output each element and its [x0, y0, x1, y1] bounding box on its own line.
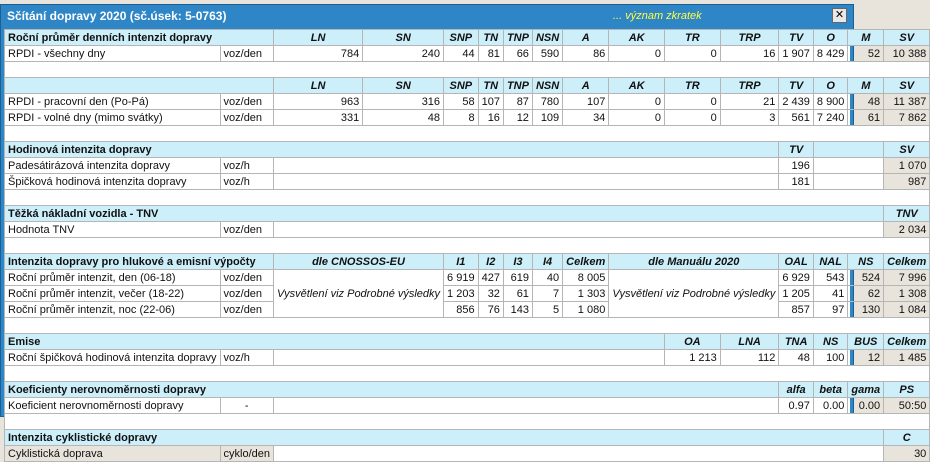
value-cell: 7 240: [813, 110, 848, 126]
row-unit: voz/den: [220, 46, 273, 62]
s8-header-c: C: [884, 430, 930, 446]
s2-header-cell: TRP: [720, 78, 779, 94]
value-cell: 1 080: [563, 302, 609, 318]
traffic-count-popup: [0, 4, 927, 460]
value-cell: 41: [813, 286, 848, 302]
row-unit: voz/den: [220, 286, 273, 302]
value-cell: 0.97: [779, 398, 814, 414]
separator: [5, 62, 930, 78]
value-cell: 100: [813, 350, 848, 366]
s1-header-cell: TRP: [720, 30, 779, 46]
table-row: [5, 398, 930, 414]
value-cell: 62: [848, 286, 884, 302]
s1-header-cell: SNP: [444, 30, 479, 46]
s3-header-tv: TV: [779, 142, 814, 158]
separator: [5, 238, 930, 254]
row-unit: voz/den: [220, 110, 273, 126]
s6-header-cell: Celkem: [884, 334, 930, 350]
s1-header-cell: LN: [274, 30, 363, 46]
s5-title: Intenzita dopravy pro hlukové a emisní výpočty: [5, 254, 274, 270]
s2-header-cell: A: [563, 78, 609, 94]
value-cell: 8 429: [813, 46, 848, 62]
s8-title: Intenzita cyklistické dopravy: [5, 430, 884, 446]
value-cell: 0: [609, 46, 665, 62]
value-cell: 30: [884, 446, 930, 462]
s5-method-manual: dle Manuálu 2020: [609, 254, 779, 270]
value-cell: 181: [779, 174, 814, 190]
value-cell: 8 005: [563, 270, 609, 286]
value-cell: 58: [444, 94, 479, 110]
value-cell: 10 388: [884, 46, 930, 62]
value-cell: 1 485: [884, 350, 930, 366]
s5-header-cell: NS: [848, 254, 884, 270]
value-cell: 52: [848, 46, 884, 62]
value-cell: 48: [848, 94, 884, 110]
value-cell: 196: [779, 158, 814, 174]
row-label: Hodnota TNV: [5, 222, 221, 238]
separator: [5, 414, 930, 430]
value-cell: 427: [478, 270, 503, 286]
table-row: [5, 270, 930, 286]
table-row: [5, 158, 930, 174]
value-cell: 130: [848, 302, 884, 318]
value-cell: 12: [503, 110, 532, 126]
value-cell: 590: [532, 46, 562, 62]
s1-header-cell: NSN: [532, 30, 562, 46]
row-unit: voz/den: [220, 222, 273, 238]
value-cell: 0: [665, 46, 721, 62]
s2-header-row: [5, 78, 930, 94]
table-row: [5, 302, 930, 318]
value-cell: 2 034: [884, 222, 930, 238]
table-row: [5, 110, 930, 126]
popup-titlebar: [1, 5, 853, 27]
s2-header-cell: O: [813, 78, 848, 94]
row-unit: -: [220, 398, 273, 414]
value-cell: 0: [609, 110, 665, 126]
table-row: [5, 350, 930, 366]
row-label: RPDI - pracovní den (Po-Pá): [5, 94, 221, 110]
value-cell: 5: [532, 302, 562, 318]
separator: [5, 190, 930, 206]
row-unit: voz/h: [220, 158, 273, 174]
s4-title: Těžká nákladní vozidla - TNV: [5, 206, 884, 222]
s1-header-cell: A: [563, 30, 609, 46]
value-cell: 81: [478, 46, 503, 62]
value-cell: 0: [665, 94, 721, 110]
s1-header-cell: TV: [779, 30, 814, 46]
row-unit: voz/h: [220, 174, 273, 190]
value-cell: 1 907: [779, 46, 814, 62]
value-cell: 987: [884, 174, 930, 190]
s3-header-row: [5, 142, 930, 158]
s1-header-row: [5, 30, 930, 46]
s2-header-cell: AK: [609, 78, 665, 94]
value-cell: 32: [478, 286, 503, 302]
value-cell: 61: [503, 286, 532, 302]
s7-header-row: [5, 382, 930, 398]
value-cell: 1 070: [884, 158, 930, 174]
row-unit: voz/den: [220, 94, 273, 110]
value-cell: 780: [532, 94, 562, 110]
value-cell: 331: [274, 110, 363, 126]
table-row: [5, 94, 930, 110]
value-cell: 76: [478, 302, 503, 318]
s7-header-cell: PS: [884, 382, 930, 398]
row-label: Roční špičková hodinová intenzita dopravy: [5, 350, 221, 366]
popup-title: Sčítání dopravy 2020 (sč.úsek: 5-0763): [7, 9, 227, 23]
s7-title: Koeficienty nerovnoměrnosti dopravy: [5, 382, 779, 398]
row-unit: voz/den: [220, 302, 273, 318]
s1-header-cell: SN: [363, 30, 444, 46]
value-cell: 0.00: [813, 398, 848, 414]
value-cell: 48: [363, 110, 444, 126]
value-cell: 1 203: [444, 286, 479, 302]
s4-header-tnv: TNV: [884, 206, 930, 222]
value-cell: 8: [444, 110, 479, 126]
value-cell: 11 387: [884, 94, 930, 110]
table-row: [5, 446, 930, 462]
value-cell: 963: [274, 94, 363, 110]
s5-method-cnossos: dle CNOSSOS-EU: [274, 254, 444, 270]
details-note-cnossos: Vysvětlení viz Podrobné výsledky: [274, 270, 444, 318]
s5-header-cell: Celkem: [563, 254, 609, 270]
value-cell: 543: [813, 270, 848, 286]
details-note-manual: Vysvětlení viz Podrobné výsledky: [609, 270, 779, 318]
row-unit: cyklo/den: [220, 446, 273, 462]
value-cell: 561: [779, 110, 814, 126]
s2-header-cell: SV: [884, 78, 930, 94]
value-cell: 50:50: [884, 398, 930, 414]
s5-header-cell: NAL: [813, 254, 848, 270]
value-cell: 784: [274, 46, 363, 62]
s2-header-cell: TN: [478, 78, 503, 94]
value-cell: 97: [813, 302, 848, 318]
popup-content: [4, 29, 927, 460]
value-cell: 21: [720, 94, 779, 110]
s1-header-cell: TN: [478, 30, 503, 46]
s5-header-row: [5, 254, 930, 270]
row-label: Padesátirázová intenzita dopravy: [5, 158, 221, 174]
value-cell: 87: [503, 94, 532, 110]
value-cell: 1 084: [884, 302, 930, 318]
s1-title: Roční průměr denních intenzit dopravy: [5, 30, 274, 46]
value-cell: 107: [563, 94, 609, 110]
value-cell: 316: [363, 94, 444, 110]
value-cell: 240: [363, 46, 444, 62]
value-cell: 143: [503, 302, 532, 318]
separator: [5, 318, 930, 334]
value-cell: 1 205: [779, 286, 814, 302]
value-cell: 6 919: [444, 270, 479, 286]
value-cell: 2 439: [779, 94, 814, 110]
s3-title: Hodinová intenzita dopravy: [5, 142, 779, 158]
s4-header-row: [5, 206, 930, 222]
s6-header-cell: LNA: [720, 334, 779, 350]
value-cell: 40: [532, 270, 562, 286]
value-cell: 48: [779, 350, 814, 366]
value-cell: 1 303: [563, 286, 609, 302]
value-cell: 7 996: [884, 270, 930, 286]
s6-header-cell: BUS: [848, 334, 884, 350]
s6-title: Emise: [5, 334, 665, 350]
value-cell: 16: [478, 110, 503, 126]
value-cell: 619: [503, 270, 532, 286]
s5-header-cell: I1: [444, 254, 479, 270]
s5-header-cell: OAL: [779, 254, 814, 270]
separator: [5, 126, 930, 142]
value-cell: 66: [503, 46, 532, 62]
row-label: RPDI - volné dny (mimo svátky): [5, 110, 221, 126]
s6-header-cell: TNA: [779, 334, 814, 350]
table-row: [5, 174, 930, 190]
value-cell: 34: [563, 110, 609, 126]
row-label: Koeficient nerovnoměrnosti dopravy: [5, 398, 221, 414]
s7-header-cell: gama: [848, 382, 884, 398]
table-row: [5, 46, 930, 62]
value-cell: 16: [720, 46, 779, 62]
s1-header-cell: M: [848, 30, 884, 46]
s1-header-cell: TR: [665, 30, 721, 46]
row-label: Roční průměr intenzit, den (06-18): [5, 270, 221, 286]
row-label: RPDI - všechny dny: [5, 46, 221, 62]
value-cell: 0: [665, 110, 721, 126]
value-cell: 1 213: [665, 350, 721, 366]
value-cell: 856: [444, 302, 479, 318]
s2-header-cell: TR: [665, 78, 721, 94]
value-cell: 0.00: [848, 398, 884, 414]
traffic-table: [4, 29, 930, 462]
s3-header-sv: SV: [884, 142, 930, 158]
value-cell: 1 308: [884, 286, 930, 302]
s7-header-cell: alfa: [779, 382, 814, 398]
row-label: Roční průměr intenzit, večer (18-22): [5, 286, 221, 302]
value-cell: 857: [779, 302, 814, 318]
value-cell: 3: [720, 110, 779, 126]
s6-header-row: [5, 334, 930, 350]
value-cell: 12: [848, 350, 884, 366]
value-cell: 7: [532, 286, 562, 302]
value-cell: 112: [720, 350, 779, 366]
s1-header-cell: SV: [884, 30, 930, 46]
s5-header-cell: I3: [503, 254, 532, 270]
value-cell: 86: [563, 46, 609, 62]
s6-header-cell: NS: [813, 334, 848, 350]
s2-header-cell: TNP: [503, 78, 532, 94]
s5-header-cell: I2: [478, 254, 503, 270]
s2-header-cell: SNP: [444, 78, 479, 94]
s2-header-cell: TV: [779, 78, 814, 94]
value-cell: 0: [609, 94, 665, 110]
s7-header-cell: beta: [813, 382, 848, 398]
row-label: Špičková hodinová intenzita dopravy: [5, 174, 221, 190]
row-unit: voz/den: [220, 270, 273, 286]
row-label: Roční průměr intenzit, noc (22-06): [5, 302, 221, 318]
value-cell: 44: [444, 46, 479, 62]
s5-header-cell: Celkem: [884, 254, 930, 270]
s2-header-cell: NSN: [532, 78, 562, 94]
value-cell: 8 900: [813, 94, 848, 110]
abbreviations-link[interactable]: ... význam zkratek: [613, 10, 702, 22]
s1-header-cell: O: [813, 30, 848, 46]
value-cell: 524: [848, 270, 884, 286]
value-cell: 107: [478, 94, 503, 110]
s5-header-cell: I4: [532, 254, 562, 270]
s2-header-cell: M: [848, 78, 884, 94]
close-icon[interactable]: ✕: [832, 8, 847, 23]
s1-header-cell: TNP: [503, 30, 532, 46]
value-cell: 109: [532, 110, 562, 126]
s8-header-row: [5, 430, 930, 446]
value-cell: 61: [848, 110, 884, 126]
table-row: [5, 222, 930, 238]
row-label: Cyklistická doprava: [5, 446, 221, 462]
value-cell: 6 929: [779, 270, 814, 286]
separator: [5, 366, 930, 382]
table-row: [5, 286, 930, 302]
s6-header-cell: OA: [665, 334, 721, 350]
s1-header-cell: AK: [609, 30, 665, 46]
s2-header-cell: LN: [274, 78, 363, 94]
value-cell: 7 862: [884, 110, 930, 126]
s2-header-cell: SN: [363, 78, 444, 94]
row-unit: voz/h: [220, 350, 273, 366]
